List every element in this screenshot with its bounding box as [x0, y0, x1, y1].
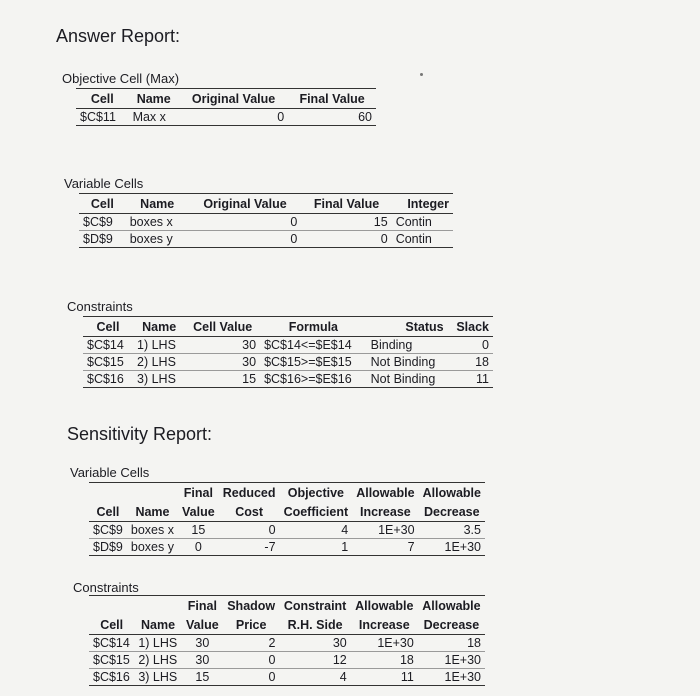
objective-caption: Objective Cell (Max) — [62, 71, 180, 86]
table-row: $C$9 boxes x 0 15 Contin — [79, 214, 453, 231]
objective-table — [76, 88, 376, 126]
sensitivity-report-title: Sensitivity Report: — [67, 424, 213, 444]
table-row: $C$15 2) LHS 30 $C$15>=$E$15 Not Binding 18 — [83, 354, 493, 371]
constraints-table: Cell Name Cell Value Formula Status Slack $C$14 1) LHS 30 $C$14<=$E$14 Binding 0 $C$15 2) LHS 30 $C$15>=$E$15 Not Binding 18 $C$16 3) LHS 15 $C$16>=$E$16 Not Binding 11 — [83, 316, 493, 388]
stray-dot — [420, 73, 423, 76]
answer-report-title: Answer Report: — [56, 26, 181, 46]
table-row: $C$11 Max x 0 60 — [76, 109, 376, 126]
constraints-caption: Constraints — [67, 299, 133, 314]
col-name: Name — [136, 92, 171, 106]
table-row: $C$16 3) LHS 15 $C$16>=$E$16 Not Binding 11 — [83, 371, 493, 388]
sensitivity-variable-cells-table: Final Reduced Objective Allowable Allowable Cell Name Value Cost Coefficient Increase Decrease $C$9 boxes x 15 0 4 1E+30 3.5 $D$9 boxes y 0 -7 1 7 1E+30 — [89, 482, 485, 556]
table-row: $C$14 1) LHS 30 2 30 1E+30 18 — [89, 635, 485, 652]
table-row: $D$9 boxes y 0 -7 1 7 1E+30 — [89, 539, 485, 556]
col-cell: Cell — [90, 92, 114, 106]
table-row: $C$14 1) LHS 30 $C$14<=$E$14 Binding 0 — [83, 337, 493, 354]
table-row: $C$15 2) LHS 30 0 12 18 1E+30 — [89, 652, 485, 669]
sensitivity-variable-cells-caption: Variable Cells — [70, 465, 150, 480]
sensitivity-constraints-table: Final Shadow Constraint Allowable Allowable Cell Name Value Price R.H. Side Increase Decrease $C$14 1) LHS 30 2 30 1E+30 18 $C$15 2) LHS 30 0 12 18 1E+30 $C$16 3) LHS 15 0 4 11 1E+30 — [89, 595, 485, 686]
col-final-value: Final Value — [299, 92, 365, 106]
sensitivity-constraints-caption: Constraints — [73, 580, 139, 595]
table-row: $C$9 boxes x 15 0 4 1E+30 3.5 — [89, 522, 485, 539]
table-row: $D$9 boxes y 0 0 Contin — [79, 231, 453, 248]
table-row: $C$16 3) LHS 15 0 4 11 1E+30 — [89, 669, 485, 686]
col-original-value: Original Value — [191, 92, 276, 106]
variable-cells-table: Cell Name Original Value Final Value Integer $C$9 boxes x 0 15 Contin $D$9 boxes y 0 0 Contin — [79, 193, 453, 248]
variable-cells-caption: Variable Cells — [64, 176, 144, 191]
